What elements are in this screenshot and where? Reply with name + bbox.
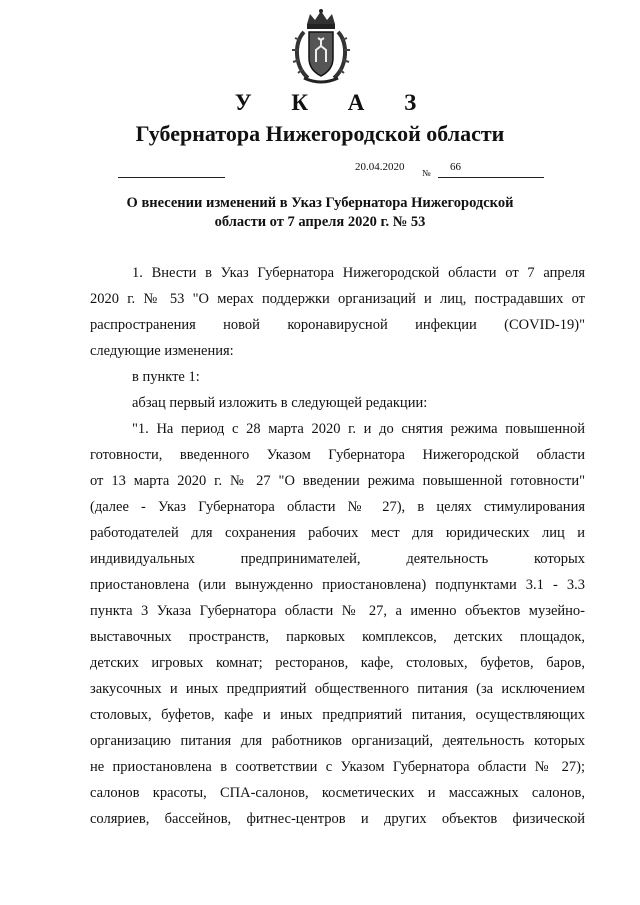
body-line: пункта 3 Указа Губернатора области № 27, а именно объектов музейно- bbox=[90, 603, 585, 619]
document-body bbox=[90, 260, 585, 832]
body-line: работодателей для сохранения рабочих мест для юридических лиц и bbox=[90, 525, 585, 541]
coat-of-arms-emblem bbox=[290, 8, 352, 86]
body-line: выставочных пространств, парковых комплексов, детских площадок, bbox=[90, 629, 585, 645]
body-line: 1. Внести в Указ Губернатора Нижегородской области от 7 апреля bbox=[132, 265, 585, 281]
body-line: (далее - Указ Губернатора области № 27), в целях стимулирования bbox=[90, 499, 585, 515]
document-number: 66 bbox=[450, 161, 461, 173]
body-line: детских игровых комнат; ресторанов, кафе, столовых, буфетов, баров, bbox=[90, 655, 585, 671]
body-line: 2020 г. № 53 "О мерах поддержки организаций и лиц, пострадавших от bbox=[90, 291, 585, 307]
document-type-heading: У К А З bbox=[234, 90, 434, 115]
body-line: следующие изменения: bbox=[90, 343, 234, 359]
body-line: соляриев, бассейнов, фитнес-центров и других объектов физической bbox=[90, 811, 585, 827]
body-line: организацию питания для работников организаций, деятельность которых bbox=[90, 733, 585, 749]
title-line: О внесении изменений в Указ Губернатора Нижегородской bbox=[126, 195, 514, 211]
body-line: в пункте 1: bbox=[132, 369, 200, 385]
blank-underline-left bbox=[118, 177, 225, 178]
number-sign: № bbox=[422, 168, 431, 178]
body-line: не приостановлена в соответствии с Указом Губернатора области № 27); bbox=[90, 759, 585, 775]
body-line: салонов красоты, СПА-салонов, косметических и массажных салонов, bbox=[90, 785, 585, 801]
body-line: закусочных и иных предприятий общественного питания (за исключением bbox=[90, 681, 585, 697]
body-line: индивидуальных предпринимателей, деятельность которых bbox=[90, 551, 585, 567]
body-line: "1. На период с 28 марта 2020 г. и до снятия режима повышенной bbox=[132, 421, 585, 437]
body-line: столовых, буфетов, кафе и иных предприятий питания, осуществляющих bbox=[90, 707, 585, 723]
title-line: области от 7 апреля 2020 г. № 53 bbox=[214, 214, 426, 230]
body-line: абзац первый изложить в следующей редакции: bbox=[132, 395, 428, 411]
number-underline bbox=[438, 177, 544, 178]
body-line: готовности, введенного Указом Губернатора Нижегородской области bbox=[90, 447, 585, 463]
document-date: 20.04.2020 bbox=[355, 161, 405, 173]
body-line: приостановлена (или вынужденно приостановлена) подпунктами 3.1 - 3.3 bbox=[90, 577, 585, 593]
body-line: распространения новой коронавирусной инфекции (COVID-19)" bbox=[90, 317, 585, 333]
issuer-heading: Губернатора Нижегородской области bbox=[135, 121, 505, 146]
body-line: от 13 марта 2020 г. № 27 "О введении режима повышенной готовности" bbox=[90, 473, 585, 489]
document-title bbox=[100, 194, 540, 232]
